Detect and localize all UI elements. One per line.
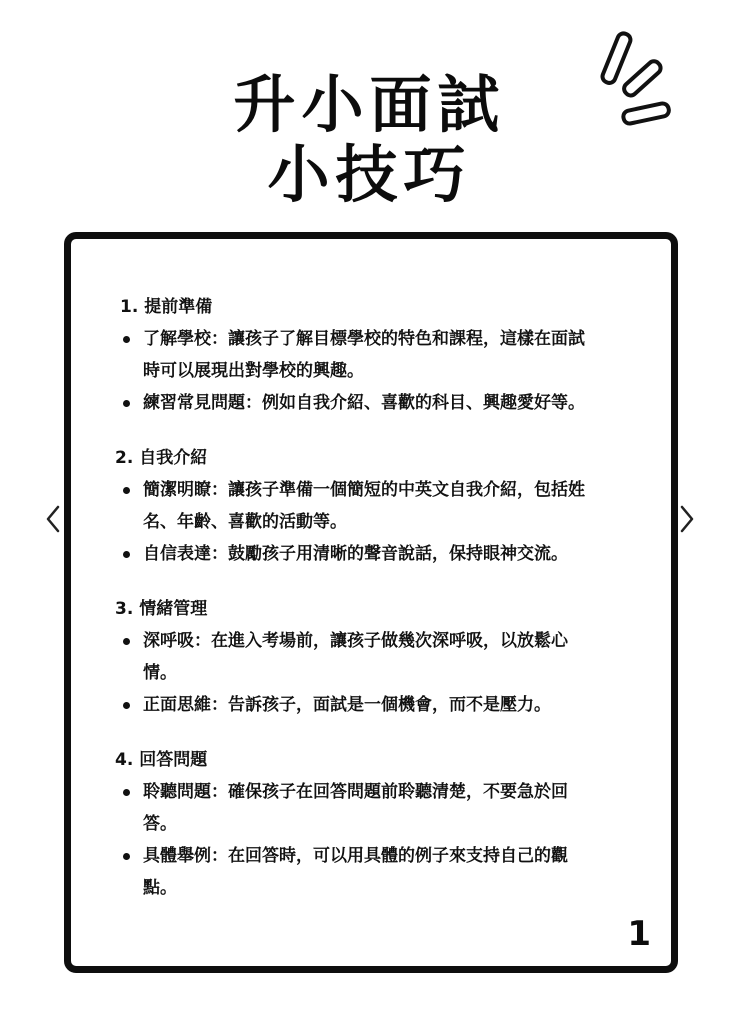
section-heading: 2. 自我介紹: [115, 448, 208, 468]
list-item: [107, 840, 647, 904]
bullet-icon: [123, 702, 130, 709]
list-item: [107, 776, 647, 840]
section-heading: 1. 提前準備: [120, 297, 213, 317]
list-item: [107, 689, 647, 721]
section-answering: [107, 744, 647, 904]
bullet-text: 聆聽問題：確保孩子在回答問題前聆聽清楚，不要急於回: [143, 782, 568, 802]
list-item: [107, 538, 647, 570]
bullet-text: 具體舉例：在回答時，可以用具體的例子來支持自己的觀: [143, 846, 568, 866]
list-item: [107, 474, 647, 538]
bullet-text-cont: 時可以展現出對學校的興趣。: [143, 361, 364, 381]
list-item: [107, 625, 647, 689]
chevron-right-icon: [679, 504, 695, 534]
burst-lines-icon: [596, 28, 688, 128]
section-preparation: [107, 291, 647, 419]
list-item: [107, 323, 647, 387]
bullet-text: 自信表達：鼓勵孩子用清晰的聲音說話，保持眼神交流。: [143, 544, 568, 564]
section-heading: 3. 情緒管理: [115, 599, 208, 619]
bullet-text-cont: 名、年齡、喜歡的活動等。: [143, 512, 347, 532]
list-item: [107, 387, 647, 419]
title-line-1: 升小面試: [233, 68, 506, 141]
bullet-icon: [123, 638, 130, 645]
section-emotion: [107, 593, 647, 721]
bullet-text-cont: 點。: [143, 878, 177, 898]
bullet-icon: [123, 853, 130, 860]
bullet-text-cont: 情。: [143, 663, 177, 683]
bullet-icon: [123, 789, 130, 796]
section-heading: 4. 回答問題: [115, 750, 208, 770]
tips-content: [107, 291, 647, 927]
bullet-icon: [123, 336, 130, 343]
bullet-text: 深呼吸：在進入考場前，讓孩子做幾次深呼吸，以放鬆心: [143, 631, 568, 651]
bullet-text-cont: 答。: [143, 814, 177, 834]
bullet-text: 簡潔明瞭：讓孩子準備一個簡短的中英文自我介紹，包括姓: [143, 480, 585, 500]
next-page-button[interactable]: [676, 502, 698, 536]
chevron-left-icon: [45, 504, 61, 534]
bullet-text: 練習常見問題：例如自我介紹、喜歡的科目、興趣愛好等。: [143, 393, 585, 413]
title-line-2: 小技巧: [267, 138, 472, 211]
prev-page-button[interactable]: [42, 502, 64, 536]
bullet-icon: [123, 551, 130, 558]
tips-card: [64, 232, 678, 973]
bullet-text: 了解學校：讓孩子了解目標學校的特色和課程，這樣在面試: [143, 329, 585, 349]
page-number: 1: [627, 914, 651, 954]
bullet-icon: [123, 487, 130, 494]
bullet-icon: [123, 400, 130, 407]
bullet-text: 正面思維：告訴孩子，面試是一個機會，而不是壓力。: [143, 695, 551, 715]
section-self-intro: [107, 442, 647, 570]
